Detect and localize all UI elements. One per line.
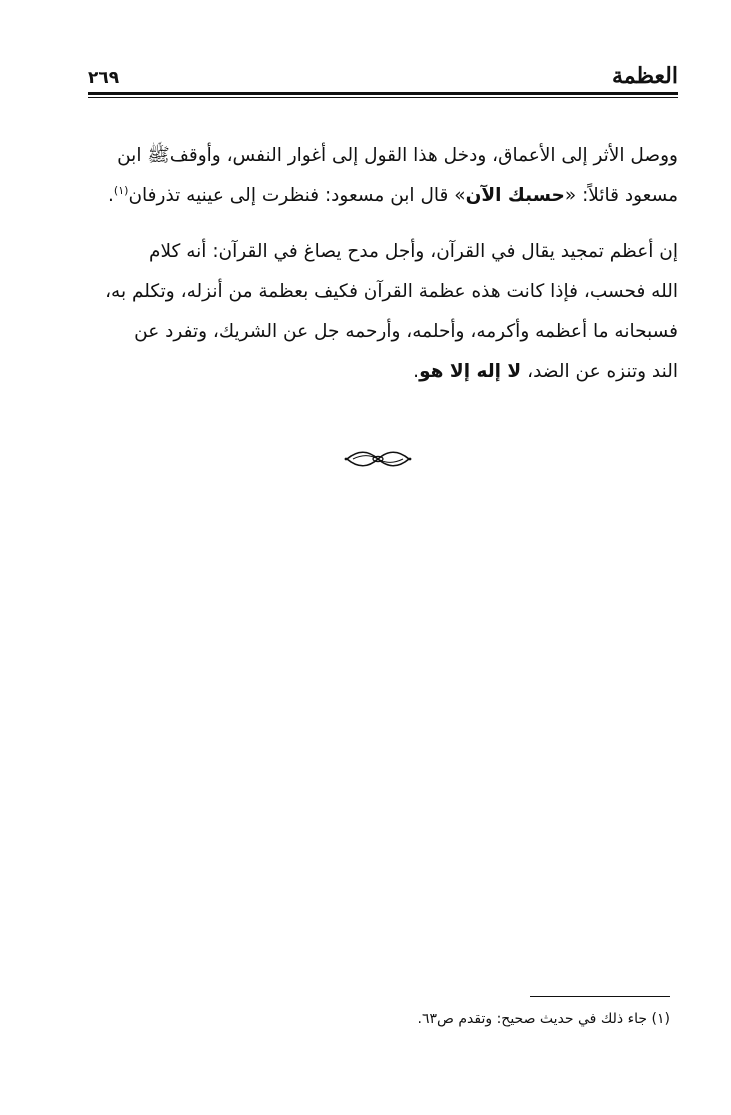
page-header: [88, 62, 678, 92]
section-ornament-icon: [343, 447, 413, 471]
header-rule-thick: [88, 92, 678, 95]
paragraph-2-line-2: الله فحسب، فإذا كانت هذه عظمة القرآن فكيف بعظمة من أنزله، وتكلم به،: [105, 281, 678, 302]
paragraph-1-line-1: ووصل الأثر إلى الأعماق، ودخل هذا القول إلى أغوار النفس، وأوقفﷺ ابن: [117, 145, 678, 166]
footnote: (١) جاء ذلك في حديث صحيح: وتقدم ص٦٣.: [417, 1011, 670, 1027]
page-number: ٢٦٩: [88, 68, 120, 88]
quote-bold: حسبك الآن: [465, 185, 565, 206]
line-4-end: .: [413, 361, 420, 382]
footnote-reference: (١): [113, 183, 129, 197]
quote-rest: » قال ابن مسعود: فنظرت إلى عينيه تذرفان: [128, 185, 466, 206]
paragraph-2-line-1: إن أعظم تمجيد يقال في القرآن، وأجل مدح يصاغ في القرآن: أنه كلام: [149, 241, 678, 262]
paragraph-1: [88, 136, 678, 216]
quote-intro: مسعود قائلاً: «: [564, 185, 678, 206]
tawhid-phrase: لا إله إلا هو: [419, 361, 522, 382]
paragraph-1-line-2: [88, 176, 678, 216]
sentence-end: .: [108, 185, 114, 206]
line-4-text: الند وتنزه عن الضد،: [521, 361, 678, 382]
paragraph-2-line-3: فسبحانه ما أعظمه وأكرمه، وأحلمه، وأرحمه جل عن الشريك، وتفرد عن: [134, 321, 678, 342]
paragraph-2-line-4: [88, 352, 678, 392]
running-title: العظمة: [612, 63, 678, 89]
footnote-separator: [530, 996, 670, 997]
header-rule-thin: [88, 97, 678, 98]
paragraph-2: [88, 232, 678, 392]
